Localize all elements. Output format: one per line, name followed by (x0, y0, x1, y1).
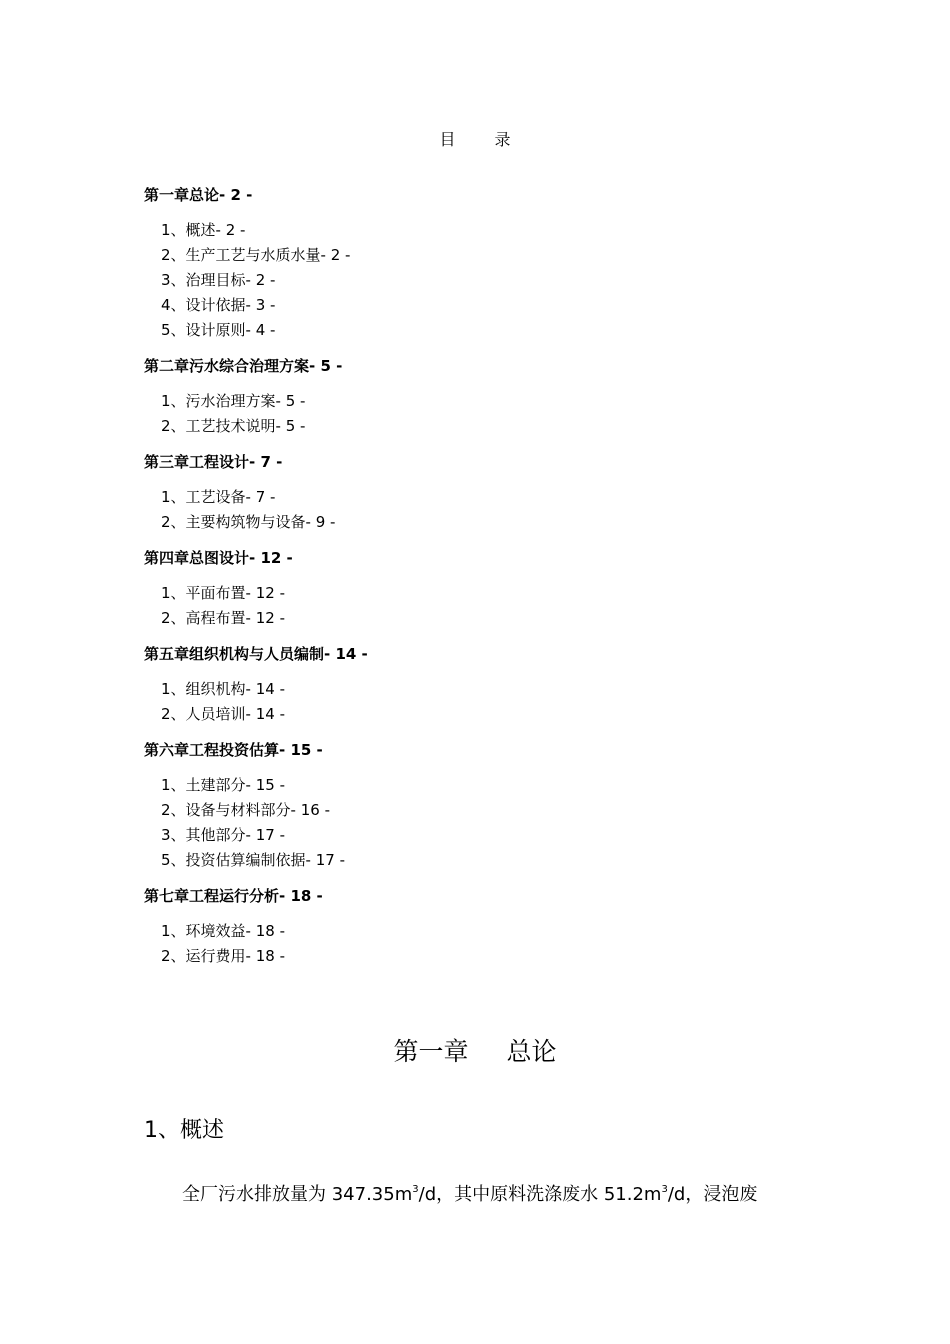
chapter-heading (0, 1034, 950, 1070)
toc-chapter-entry[interactable]: 第二章污水综合治理方案- 5 - (144, 357, 343, 375)
toc-chapter-entry[interactable]: 第五章组织机构与人员编制- 14 - (144, 645, 368, 663)
superscript-2: 3 (661, 1184, 668, 1195)
toc-section-entry[interactable]: 2、工艺技术说明- 5 - (161, 417, 306, 435)
toc-section-entry[interactable]: 1、污水治理方案- 5 - (161, 392, 306, 410)
toc-section-entry[interactable]: 1、土建部分- 15 - (161, 776, 285, 794)
toc-chapter-entry[interactable]: 第七章工程运行分析- 18 - (144, 887, 323, 905)
table-of-contents (144, 184, 824, 981)
toc-section-entry[interactable]: 1、平面布置- 12 - (161, 584, 285, 602)
toc-section-entry[interactable]: 2、主要构筑物与设备- 9 - (161, 513, 336, 531)
paragraph-text-2: /d，其中原料洗涤废水 51.2m (418, 1184, 662, 1205)
toc-chapter-entry[interactable]: 第三章工程设计- 7 - (144, 453, 283, 471)
toc-section-list (161, 677, 824, 727)
toc-section-entry[interactable]: 2、设备与材料部分- 16 - (161, 801, 330, 819)
toc-section-entry[interactable]: 1、环境效益- 18 - (161, 922, 285, 940)
toc-section-entry[interactable]: 4、设计依据- 3 - (161, 296, 276, 314)
superscript-1: 3 (412, 1184, 419, 1195)
toc-section-list (161, 389, 824, 439)
paragraph-text-3: /d，浸泡废 (667, 1184, 758, 1205)
toc-section-entry[interactable]: 1、组织机构- 14 - (161, 680, 285, 698)
toc-title (0, 127, 950, 150)
chapter-title: 总论 (506, 1037, 557, 1066)
toc-section-entry[interactable]: 2、运行费用- 18 - (161, 947, 285, 965)
toc-section-entry[interactable]: 1、工艺设备- 7 - (161, 488, 276, 506)
body-paragraph (182, 1180, 757, 1210)
toc-chapter-entry[interactable]: 第一章总论- 2 - (144, 186, 253, 204)
toc-section-entry[interactable]: 5、投资估算编制依据- 17 - (161, 851, 345, 869)
toc-section-entry[interactable]: 2、人员培训- 14 - (161, 705, 285, 723)
toc-section-list (161, 773, 824, 873)
toc-section-list (161, 919, 824, 969)
toc-section-list (161, 218, 824, 343)
section-heading: 1、概述 (144, 1118, 224, 1143)
toc-section-entry[interactable]: 2、生产工艺与水质水量- 2 - (161, 246, 351, 264)
toc-section-list (161, 581, 824, 631)
toc-chapter-entry[interactable]: 第六章工程投资估算- 15 - (144, 741, 323, 759)
toc-title-right: 录 (494, 130, 511, 149)
toc-chapter-entry[interactable]: 第四章总图设计- 12 - (144, 549, 293, 567)
toc-section-entry[interactable]: 3、其他部分- 17 - (161, 826, 285, 844)
chapter-number: 第一章 (393, 1037, 469, 1066)
paragraph-text-1: 全厂污水排放量为 347.35m (182, 1184, 413, 1205)
toc-section-entry[interactable]: 3、治理目标- 2 - (161, 271, 276, 289)
toc-section-entry[interactable]: 1、概述- 2 - (161, 221, 246, 239)
toc-section-entry[interactable]: 2、高程布置- 12 - (161, 609, 285, 627)
toc-title-left: 目 (439, 130, 456, 149)
toc-section-entry[interactable]: 5、设计原则- 4 - (161, 321, 276, 339)
toc-section-list (161, 485, 824, 535)
